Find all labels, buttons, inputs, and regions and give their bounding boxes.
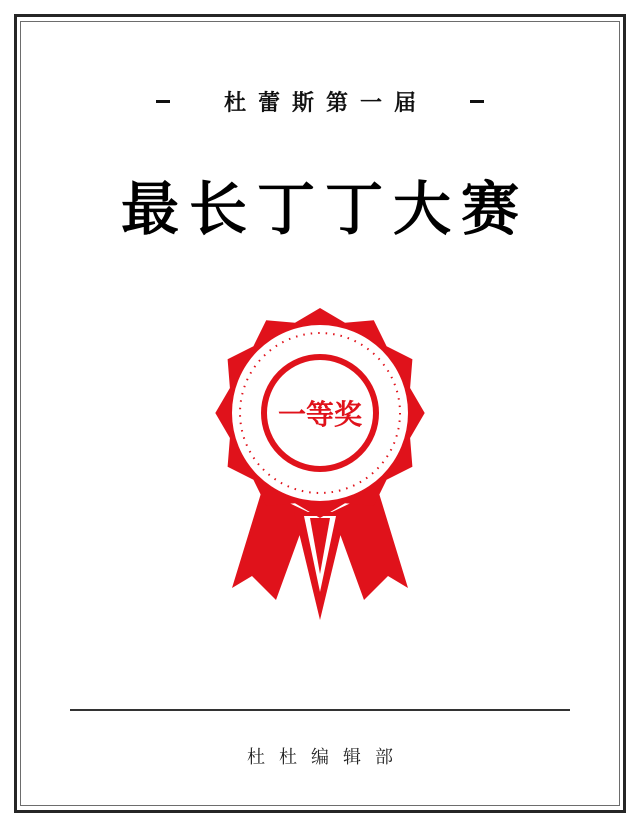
- ribbon-right: [332, 490, 408, 600]
- left-dash: [156, 100, 170, 103]
- award-label: 一等奖: [277, 398, 363, 431]
- publisher-name: 杜杜编辑部: [247, 747, 407, 768]
- right-dash: [470, 100, 484, 103]
- page-title: 最长丁丁大赛: [120, 175, 529, 243]
- subtitle-row: [0, 86, 640, 116]
- subtitle: 杜蕾斯第一届: [223, 90, 428, 116]
- ribbon-left: [232, 490, 308, 600]
- footer-divider: [70, 709, 570, 711]
- award-rosette-icon: [190, 300, 450, 630]
